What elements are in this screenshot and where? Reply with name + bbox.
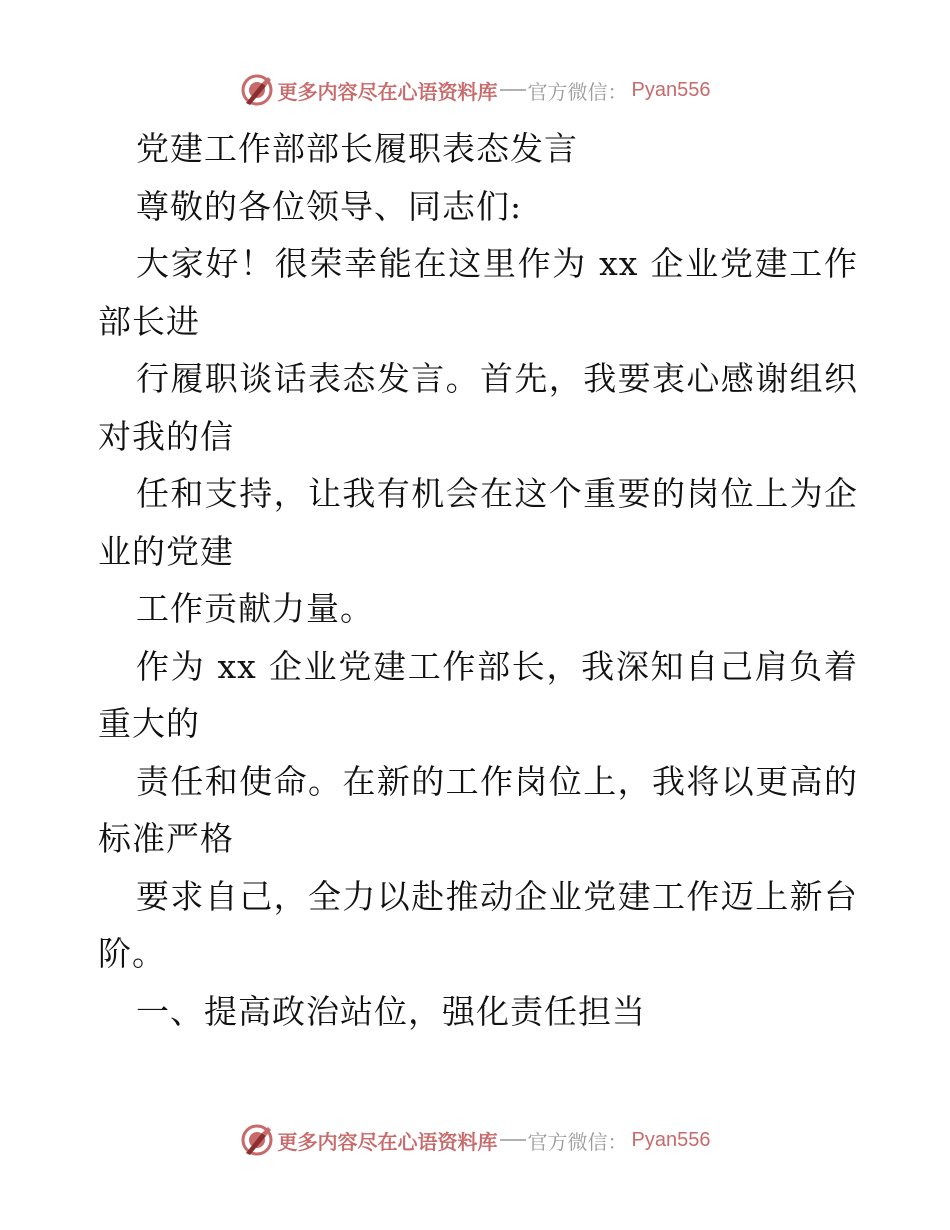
paragraph-line: 工作贡献力量。 (136, 589, 374, 628)
footer-banner (0, 1120, 950, 1160)
banner-wechat-label: 官方微信： (527, 79, 628, 104)
document-title: 党建工作部部长履职表态发言 (136, 129, 578, 168)
paragraph-line: 部长进 (98, 301, 200, 341)
banner-wechat-id: Pyan556 (631, 78, 711, 101)
banner-dash (500, 1139, 526, 1141)
paragraph-line: 阶。 (98, 934, 166, 973)
paragraph-line: 责任和使命。在新的工作岗位上，我将以更高的 (136, 761, 858, 801)
banner-brand-text: 更多内容尽在心语资料库 (277, 79, 498, 104)
paragraph-line: 标准严格 (98, 819, 234, 858)
paragraph-line: 重大的 (98, 704, 200, 743)
salutation: 尊敬的各位领导、同志们: (136, 186, 523, 226)
paragraph-line: 业的党建 (98, 531, 234, 571)
paragraph-line: 行履职谈话表态发言。首先，我要衷心感谢组织 (136, 359, 858, 398)
paragraph-line: 作为 xx 企业党建工作部长，我深知自己肩负着 (136, 646, 858, 686)
header-banner (0, 70, 950, 110)
banner-brand-text: 更多内容尽在心语资料库 (277, 1129, 498, 1154)
document-body (98, 120, 858, 1040)
banner-dash (500, 89, 526, 91)
pen-logo-icon (240, 73, 274, 107)
pen-logo-icon (240, 1123, 274, 1157)
paragraph-line: 大家好！很荣幸能在这里作为 xx 企业党建工作 (136, 244, 858, 283)
paragraph-line: 要求自己，全力以赴推动企业党建工作迈上新台 (136, 876, 858, 916)
paragraph-line: 任和支持，让我有机会在这个重要的岗位上为企 (136, 474, 858, 513)
banner-wechat-label: 官方微信： (527, 1129, 628, 1154)
section-heading: 一、提高政治站位，强化责任担当 (136, 991, 646, 1031)
banner-wechat-id: Pyan556 (631, 1128, 711, 1151)
paragraph-line: 对我的信 (98, 416, 234, 456)
